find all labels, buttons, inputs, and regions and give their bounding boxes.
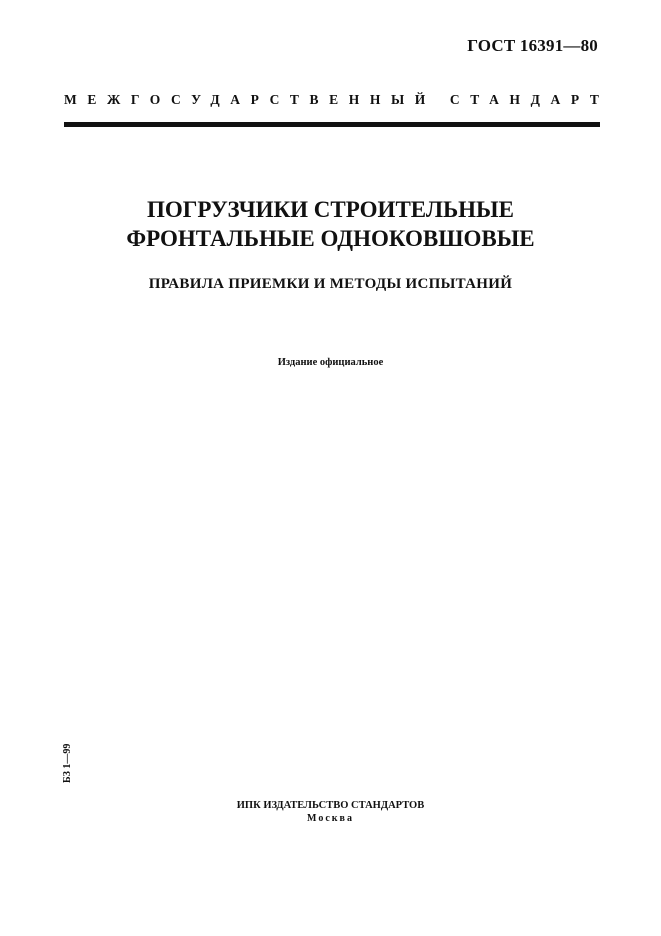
document-title (0, 195, 661, 253)
standard-type-heading: МЕЖГОСУДАРСТВЕННЫЙ СТАНДАРТ (64, 92, 610, 107)
document-title-line-1: ПОГРУЗЧИКИ СТРОИТЕЛЬНЫЕ (146, 197, 514, 222)
document-subtitle: ПРАВИЛА ПРИЕМКИ И МЕТОДЫ ИСПЫТАНИЙ (148, 276, 513, 292)
document-title-line-2: ФРОНТАЛЬНЫЕ ОДНОКОВШОВЫЕ (126, 226, 535, 251)
side-catalog-code: БЗ 1—99 (62, 743, 73, 783)
header-rule (64, 122, 600, 127)
edition-note: Издание официальное (277, 357, 384, 368)
publisher-name: ИПК ИЗДАТЕЛЬСТВО СТАНДАРТОВ (236, 800, 425, 811)
gost-number: ГОСТ 16391—80 (467, 36, 598, 55)
publisher-city: Москва (307, 813, 354, 824)
